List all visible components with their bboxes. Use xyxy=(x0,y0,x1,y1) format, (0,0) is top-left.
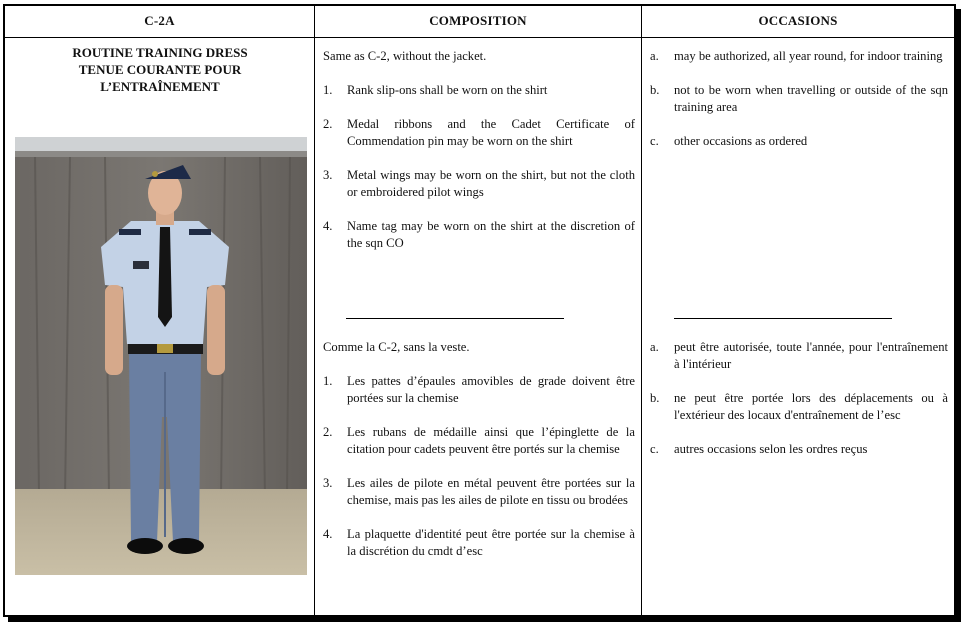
dress-title xyxy=(5,44,315,95)
occasions-en xyxy=(650,48,948,150)
column-divider xyxy=(314,6,315,615)
item-text: ne peut être portée lors des déplacements ou à l'extérieur des locaux d'entraînement de l’esc xyxy=(674,391,948,422)
list-item xyxy=(323,475,635,509)
list-item xyxy=(323,424,635,458)
composition-fr xyxy=(323,339,635,560)
header-composition: COMPOSITION xyxy=(429,13,527,28)
header-divider xyxy=(5,37,954,38)
header-dress-code: C-2A xyxy=(144,13,175,28)
item-text: Les rubans de médaille ainsi que l’épinglette de la citation pour cadets peuvent être portés sur la chemise xyxy=(347,425,635,456)
item-text: Medal ribbons and the Cadet Certificate of Commendation pin may be worn on the shirt xyxy=(347,117,635,148)
item-number: 2. xyxy=(323,117,333,131)
item-text: other occasions as ordered xyxy=(674,134,808,148)
item-number: 1. xyxy=(323,374,333,388)
list-item xyxy=(650,133,948,150)
item-text: Les ailes de pilote en métal peuvent être portées sur la chemise, mais pas les ailes de pilote en tissu ou brodées xyxy=(347,476,635,507)
composition-en-intro: Same as C-2, without the jacket. xyxy=(323,49,487,63)
list-item xyxy=(650,82,948,116)
item-letter: a. xyxy=(650,49,659,63)
item-letter: a. xyxy=(650,340,659,354)
list-item xyxy=(650,339,948,373)
separator-line xyxy=(346,318,564,319)
item-number: 4. xyxy=(323,527,333,541)
column-divider xyxy=(641,6,642,615)
list-item xyxy=(323,82,635,99)
list-item xyxy=(650,441,948,458)
item-text: Rank slip-ons shall be worn on the shirt xyxy=(347,83,548,97)
item-text: autres occasions selon les ordres reçus xyxy=(674,442,868,456)
dress-table xyxy=(3,4,956,617)
list-item xyxy=(323,116,635,150)
item-text: peut être autorisée, toute l'année, pour l'entraînement à l'intérieur xyxy=(674,340,948,371)
separator-line xyxy=(674,318,892,319)
item-text: not to be worn when travelling or outside of the sqn training area xyxy=(674,83,948,114)
list-item xyxy=(323,167,635,201)
list-item xyxy=(650,390,948,424)
item-number: 3. xyxy=(323,476,333,490)
list-item xyxy=(323,218,635,252)
cadet-uniform-photo xyxy=(15,137,307,575)
dress-title-en: ROUTINE TRAINING DRESS xyxy=(72,45,248,60)
item-text: La plaquette d'identité peut être portée sur la chemise à la discrétion du cmdt d’esc xyxy=(347,527,635,558)
item-text: Metal wings may be worn on the shirt, but not the cloth or embroidered pilot wings xyxy=(347,168,635,199)
item-text: may be authorized, all year round, for indoor training xyxy=(674,49,943,63)
composition-en xyxy=(323,48,635,252)
item-letter: b. xyxy=(650,83,660,97)
dress-title-fr-line2: L’ENTRAÎNEMENT xyxy=(100,79,220,94)
dress-title-fr-line1: TENUE COURANTE POUR xyxy=(78,62,242,77)
item-number: 3. xyxy=(323,168,333,182)
item-letter: c. xyxy=(650,442,659,456)
item-text: Les pattes d’épaules amovibles de grade doivent être portées sur la chemise xyxy=(347,374,635,405)
composition-fr-intro: Comme la C-2, sans la veste. xyxy=(323,340,470,354)
occasions-fr xyxy=(650,339,948,458)
header-occasions: OCCASIONS xyxy=(758,13,838,28)
item-number: 2. xyxy=(323,425,333,439)
list-item xyxy=(650,48,948,65)
item-letter: c. xyxy=(650,134,659,148)
list-item xyxy=(323,373,635,407)
item-number: 4. xyxy=(323,219,333,233)
item-text: Name tag may be worn on the shirt at the discretion of the sqn CO xyxy=(347,219,635,250)
item-number: 1. xyxy=(323,83,333,97)
list-item xyxy=(323,526,635,560)
item-letter: b. xyxy=(650,391,660,405)
